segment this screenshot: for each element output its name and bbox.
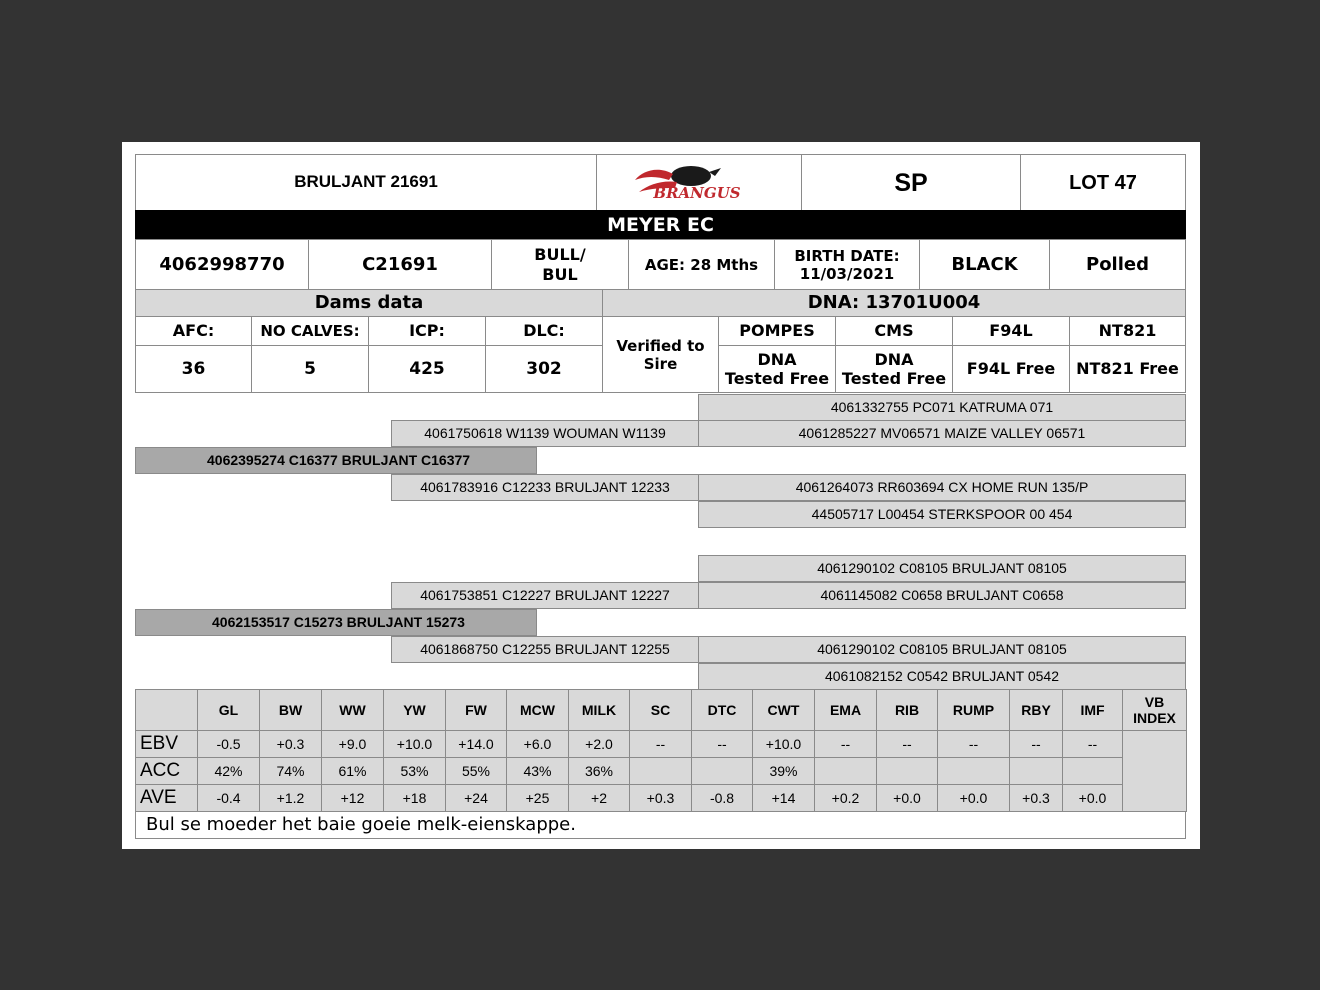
- ebv-cell: +1.2: [259, 784, 322, 812]
- ebv-cell: [937, 757, 1010, 785]
- pedigree-dam-dam: 4061868750 C12255 BRULJANT 12255: [391, 636, 699, 663]
- ebv-header-bw: BW: [259, 689, 322, 731]
- ebv-cell: 42%: [197, 757, 260, 785]
- verified-line-1: Verified to: [616, 336, 705, 355]
- age: AGE: 28 Mths: [628, 239, 775, 290]
- pedigree-dam-sire-sire: 4061290102 C08105 BRULJANT 08105: [698, 555, 1186, 582]
- birth-date-label: BIRTH DATE:: [794, 246, 900, 265]
- horn-status: Polled: [1049, 239, 1186, 290]
- dams-value-dlc: 302: [485, 345, 603, 393]
- ebv-cell: 55%: [445, 757, 507, 785]
- pedigree-dam-sire: 4061753851 C12227 BRULJANT 12227: [391, 582, 699, 609]
- ebv-cell: +6.0: [506, 730, 569, 758]
- ebv-header-ww: WW: [321, 689, 384, 731]
- ebv-cell: 61%: [321, 757, 384, 785]
- registration-number: 4062998770: [135, 239, 309, 290]
- ebv-cell: +0.2: [814, 784, 877, 812]
- sex-line-1: BULL/: [534, 245, 586, 265]
- ebv-cell: [629, 757, 692, 785]
- ebv-cell: --: [937, 730, 1010, 758]
- ebv-cell: [1062, 757, 1123, 785]
- dams-data-title: Dams data: [135, 289, 603, 317]
- pedigree-dam: 4062153517 C15273 BRULJANT 15273: [135, 609, 537, 636]
- ebv-cell: +18: [383, 784, 446, 812]
- ebv-cell: +14: [752, 784, 815, 812]
- lot-card: [122, 142, 1200, 849]
- ebv-header-vb-index: [1122, 689, 1187, 731]
- ebv-cell: --: [691, 730, 753, 758]
- pedigree-dam-dam-dam: 4061082152 C0542 BRULJANT 0542: [698, 663, 1186, 690]
- vb-index-line-2: INDEX: [1133, 710, 1176, 726]
- ebv-cell: +2.0: [568, 730, 630, 758]
- dams-header-dlc: DLC:: [485, 316, 603, 346]
- ebv-cell: --: [814, 730, 877, 758]
- ebv-cell: +14.0: [445, 730, 507, 758]
- pedigree-sire-dam-sire: 4061264073 RR603694 CX HOME RUN 135/P: [698, 474, 1186, 501]
- ebv-cell: --: [876, 730, 938, 758]
- ebv-cell: +0.0: [937, 784, 1010, 812]
- ebv-header-cwt: CWT: [752, 689, 815, 731]
- ebv-header-rump: RUMP: [937, 689, 1010, 731]
- animal-name: BRULJANT 21691: [135, 154, 597, 211]
- dams-value-afc: 36: [135, 345, 252, 393]
- ebv-header-ema: EMA: [814, 689, 877, 731]
- ebv-header-dtc: DTC: [691, 689, 753, 731]
- ebv-row-label: EBV: [135, 730, 198, 758]
- pedigree-sire: 4062395274 C16377 BRULJANT C16377: [135, 447, 537, 474]
- ebv-cell: --: [629, 730, 692, 758]
- dams-header-afc: AFC:: [135, 316, 252, 346]
- sex-line-2: BUL: [542, 264, 578, 284]
- brangus-logo: [596, 154, 802, 211]
- ebv-header-rby: RBY: [1009, 689, 1063, 731]
- ebv-header-rib: RIB: [876, 689, 938, 731]
- dams-value-no-calves: 5: [251, 345, 369, 393]
- pedigree-dam-sire-dam: 4061145082 C0658 BRULJANT C0658: [698, 582, 1186, 609]
- pedigree-sire-sire: 4061750618 W1139 WOUMAN W1139: [391, 420, 699, 447]
- ebv-cell: [814, 757, 877, 785]
- ebv-cell: +10.0: [752, 730, 815, 758]
- ebv-cell: +0.0: [1062, 784, 1123, 812]
- ebv-row-label: ACC: [135, 757, 198, 785]
- verified-line-2: Sire: [643, 354, 678, 373]
- dna-result-pompes: [718, 345, 836, 393]
- sex: [491, 239, 629, 290]
- vb-index-line-1: VB: [1144, 693, 1165, 710]
- dna-result-cms: [835, 345, 953, 393]
- birth-date: [774, 239, 920, 290]
- dna-result-line-2: Tested Free: [841, 369, 947, 388]
- dna-result-line-1: DNA: [874, 349, 914, 369]
- pedigree-sire-dam: 4061783916 C12233 BRULJANT 12233: [391, 474, 699, 501]
- ebv-cell: +0.3: [259, 730, 322, 758]
- ebv-cell: [691, 757, 753, 785]
- ebv-cell: --: [1062, 730, 1123, 758]
- animal-id: C21691: [308, 239, 492, 290]
- ebv-cell: +0.3: [1009, 784, 1063, 812]
- dna-result-line-2: Tested Free: [724, 369, 830, 388]
- colour: BLACK: [919, 239, 1050, 290]
- ebv-cell: +9.0: [321, 730, 384, 758]
- sp-label: SP: [801, 154, 1021, 211]
- pedigree-dam-dam-sire: 4061290102 C08105 BRULJANT 08105: [698, 636, 1186, 663]
- ebv-cell: -0.8: [691, 784, 753, 812]
- ebv-cell: -0.5: [197, 730, 260, 758]
- dna-test-nt821: NT821: [1069, 316, 1186, 346]
- ebv-row-label: AVE: [135, 784, 198, 812]
- ebv-cell: [876, 757, 938, 785]
- dna-result-line-1: DNA: [757, 349, 797, 369]
- ebv-header-imf: IMF: [1062, 689, 1123, 731]
- ebv-cell: 36%: [568, 757, 630, 785]
- pedigree-sire-dam-dam: 44505717 L00454 STERKSPOOR 00 454: [698, 501, 1186, 528]
- ebv-cell: 39%: [752, 757, 815, 785]
- ebv-cell: +24: [445, 784, 507, 812]
- ebv-header-gl: GL: [197, 689, 260, 731]
- ebv-cell: +12: [321, 784, 384, 812]
- vb-index-value: [1122, 730, 1187, 812]
- ebv-cell: [1009, 757, 1063, 785]
- logo-text: BRANGUS: [653, 183, 741, 202]
- dna-test-pompes: POMPES: [718, 316, 836, 346]
- ebv-cell: -0.4: [197, 784, 260, 812]
- ebv-cell: +25: [506, 784, 569, 812]
- breeder-name: MEYER EC: [135, 210, 1186, 240]
- ebv-header-milk: MILK: [568, 689, 630, 731]
- lot-number: LOT 47: [1020, 154, 1186, 211]
- dna-test-f94l: F94L: [952, 316, 1070, 346]
- comment: Bul se moeder het baie goeie melk-eienskappe.: [135, 811, 1186, 839]
- ebv-header-mcw: MCW: [506, 689, 569, 731]
- ebv-header-yw: YW: [383, 689, 446, 731]
- ebv-cell: +0.3: [629, 784, 692, 812]
- ebv-cell: +2: [568, 784, 630, 812]
- ebv-cell: --: [1009, 730, 1063, 758]
- dams-header-icp: ICP:: [368, 316, 486, 346]
- pedigree-sire-sire-dam: 4061285227 MV06571 MAIZE VALLEY 06571: [698, 420, 1186, 447]
- dams-value-icp: 425: [368, 345, 486, 393]
- ebv-header-fw: FW: [445, 689, 507, 731]
- ebv-corner: [135, 689, 198, 731]
- ebv-header-sc: SC: [629, 689, 692, 731]
- dams-header-no-calves: NO CALVES:: [251, 316, 369, 346]
- dna-title: DNA: 13701U004: [602, 289, 1186, 317]
- bull-head-logo-icon: [629, 162, 769, 204]
- birth-date-value: 11/03/2021: [799, 264, 895, 283]
- ebv-cell: +10.0: [383, 730, 446, 758]
- ebv-cell: 53%: [383, 757, 446, 785]
- ebv-cell: +0.0: [876, 784, 938, 812]
- verified-to-sire: [602, 316, 719, 393]
- dna-result-nt821: NT821 Free: [1069, 345, 1186, 393]
- dna-test-cms: CMS: [835, 316, 953, 346]
- pedigree-sire-sire-sire: 4061332755 PC071 KATRUMA 071: [698, 394, 1186, 421]
- ebv-cell: 43%: [506, 757, 569, 785]
- dna-result-f94l: F94L Free: [952, 345, 1070, 393]
- ebv-cell: 74%: [259, 757, 322, 785]
